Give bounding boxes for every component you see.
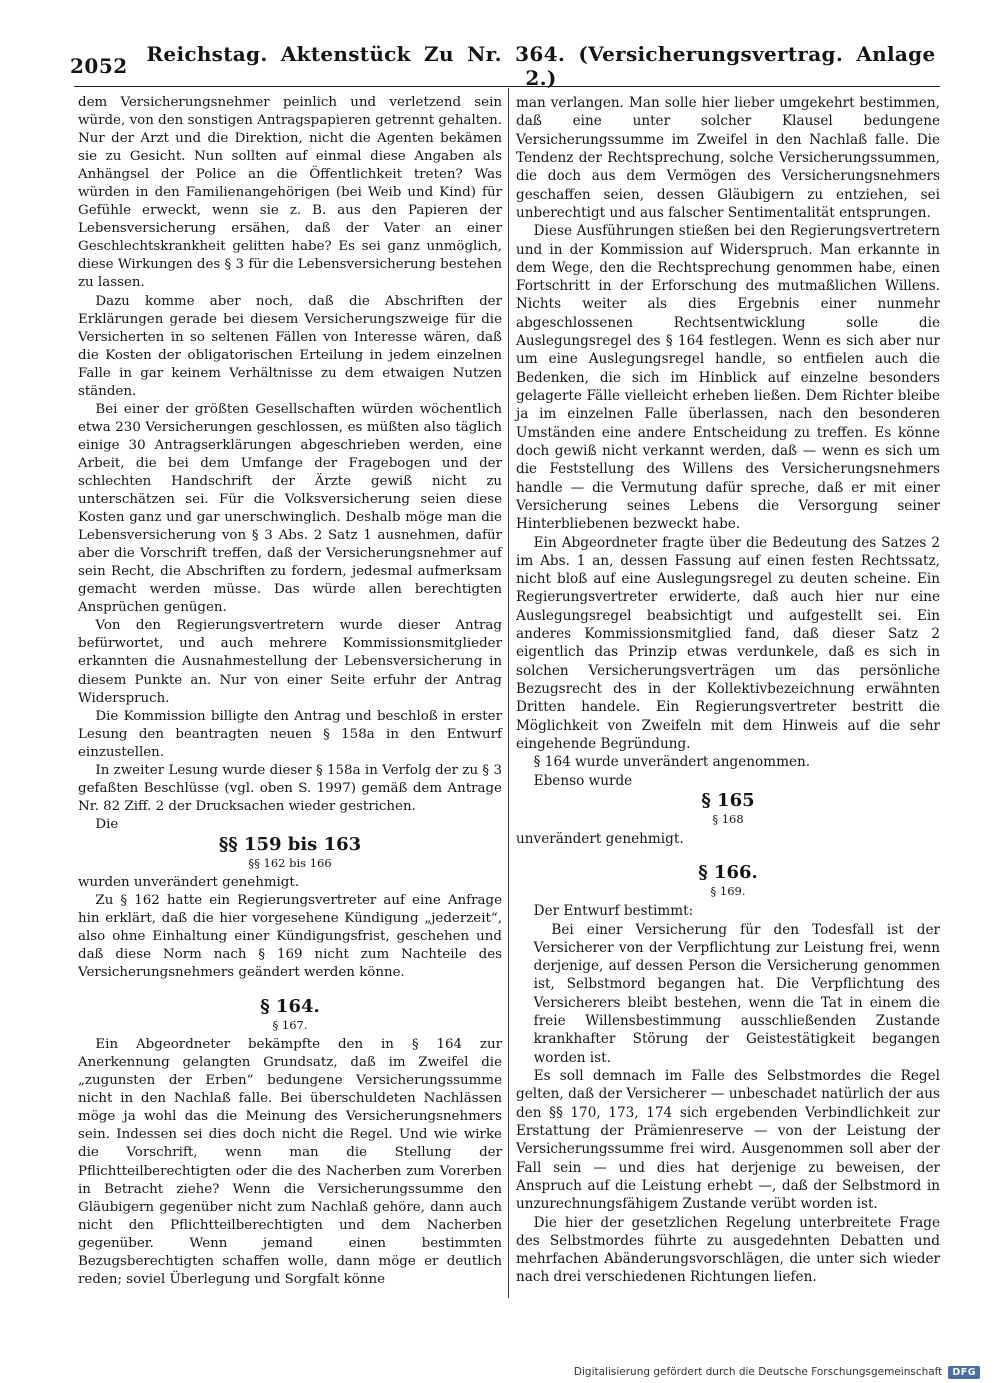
credit-text: Digitalisierung gefördert durch die Deutsche Forschungsgemeinschaft [573, 1366, 943, 1378]
section-subheading: § 167. [272, 1018, 308, 1033]
header-rule [74, 86, 940, 87]
paragraph: Es soll demnach im Falle des Selbstmordes die Regel gelten, daß der Versicherer — unbeschadet natürlich der aus den §§ 170, 173, 174 sich ergebenden Verbindlichkeit zur Erstattung der Prämienreserve — von der Leistung der Versicherungssumme frei wird. Ausgenommen soll aber der Fall sein — und dies hat derjenige zu beweisen, der Anspruch auf die Leistung erhebt —, daß der Selbstmord in unzurechnungsfähigem Zustande verübt worden ist. [516, 1068, 940, 1213]
running-title: Reichstag. Aktenstück Zu Nr. 364. (Versicherungsvertrag. Anlage 2.) [146, 42, 936, 90]
section-heading: § 166. [698, 862, 758, 884]
left-column [78, 94, 502, 1289]
paragraph: Von den Regierungsvertretern wurde dieser Antrag befürwortet, und auch mehrere Kommissionsmitglieder erkannten die Ausnahmestellung der Lebensversicherung in diesem Punkte an. Nur von einer Seite erfuhr der Antrag Widerspruch. [78, 618, 502, 706]
paragraph: Dazu komme aber noch, daß die Abschriften der Erklärungen gerade bei diesem Versicherungszweige für die Versicherten in so seltenen Fällen von Interesse wären, daß die Kosten der obligatorischen Erteilung in jedem einzelnen Falle in gar keinem Verhältnisse zu dem etwaigen Nutzen ständen. [78, 293, 502, 399]
section-heading: §§ 159 bis 163 [218, 833, 362, 855]
paragraph: man verlangen. Man solle hier lieber umgekehrt bestimmen, daß eine unter solcher Klausel bedungene Versicherungssumme im Zweifel in den Nachlaß falle. Die Tendenz der Rechtsprechung, solche Versicherungssummen, die doch aus dem Vermögen des Versicherungsnehmers geschaffen seien, dessen Gläubigern zu entziehen, sei unberechtigt und aus falscher Sentimentalität entsprungen. [516, 95, 940, 221]
paragraph: Ein Abgeordneter bekämpfte den in § 164 zur Anerkennung gelangten Grundsatz, daß im Zweifel die „zugunsten der Erben“ bedungene Versicherungssumme nicht in den Nachlaß falle. Bei überschuldeten Nachlässen möge ja wohl das die Meinung des Versicherungsnehmers sein. Indessen sei dies doch nicht die Regel. Und wie wirke die Vorschrift, wenn man die Stellung der Pflichtteilberechtigten oder die des Nacherben zum Vorerben in Betracht ziehe? Wenn die Versicherungssumme den Gläubigern gegenüber nicht zum Nachlaß gehöre, dann auch nicht den Pflichtteilberechtigten und dem Nacherben gegenüber. Wenn jemand einen bestimmten Bezugsberechtigten schaffen wolle, dann möge er deutlich reden; soviel Überlegung und Sorgfalt könne [78, 1037, 502, 1287]
paragraph: Ein Abgeordneter fragte über die Bedeutung des Satzes 2 im Abs. 1 an, dessen Fassung auf einen festen Rechtssatz, nicht bloß auf eine Auslegungsregel zu deuten scheine. Ein Regierungsvertreter erwiderte, daß auch hier nur eine Auslegungsregel beabsichtigt und aufgestellt sei. Ein anderes Kommissionsmitglied fand, daß dieser Satz 2 eigentlich das Prinzip etwas verdunkele, daß es sich in solchen Versicherungsverträgen um das persönliche Bezugsrecht des in der Kollektivbezeichnung erwähnten Dritten handele. Ein Regierungsvertreter bestritt die Möglichkeit von Zweifeln mit dem Hinweis auf die sehr eingehende Begründung. [516, 534, 940, 752]
paragraph: In zweiter Lesung wurde dieser § 158a in Verfolg der zu § 3 gefaßten Beschlüsse (vgl. oben S. 1997) gemäß dem Antrage Nr. 82 Ziff. 2 der Drucksachen wieder gestrichen. [78, 762, 502, 814]
right-column [516, 94, 940, 1287]
section-heading: § 164. [260, 996, 320, 1018]
digitization-credit [574, 1364, 980, 1380]
paragraph: dem Versicherungsnehmer peinlich und verletzend sein würde, von den sonstigen Antragspapieren getrennt gehalten. Nur der Arzt und die Direktion, nicht die Agenten bekämen sie zu Gesicht. Nun sollten auf einmal diese Angaben als Anhängsel der Police an die Öffentlichkeit treten? Was würden in den Familienangehörigen (bei Weib und Kind) für Gefühle erweckt, wenn sie z. B. aus den Papieren der Lebensversicherung ersähen, daß der Vater an einer Geschlechtskrankheit gelitten habe? Es sei ganz unmöglich, diese Wirkungen des § 3 für die Lebensversicherung bestehen zu lassen. [78, 95, 502, 291]
section-subheading: § 169. [710, 884, 746, 899]
section-subheading: §§ 162 bis 166 [248, 855, 332, 870]
paragraph: Ebenso wurde [533, 772, 633, 789]
paragraph: Der Entwurf bestimmt: [533, 903, 694, 920]
paragraph: Zu § 162 hatte ein Regierungsvertreter auf eine Anfrage hin erklärt, daß die hier vorgesehene Kündigung „jederzeit“, also ohne Einhaltung einer Kündigungsfrist, geschehen und daß diese Norm nach § 169 nicht zum Nachteile des Versicherungsnehmers geändert werden könne. [78, 892, 502, 981]
dfg-logo-icon: DFG [948, 1366, 980, 1379]
paragraph: unverändert genehmigt. [516, 830, 684, 847]
paragraph: § 164 wurde unverändert angenommen. [533, 754, 811, 771]
paragraph: Bei einer der größten Gesellschaften würden wöchentlich etwa 230 Versicherungen geschlossen, es müßten also täglich einige 30 Antragserklärungen abgeschrieben werden, eine Arbeit, die bei dem Umfange der Fragebogen und der schlechten Handschrift der Ärzte gewiß nicht zu unterschätzen sei. Für die Volksversicherung seien diese Kosten ganz und gar unerschwinglich. Deshalb möge man die Lebensversicherung von § 3 Abs. 2 Satz 1 ausnehmen, dafür aber die Vorschrift treffen, daß der Versicherungsnehmer auf sein Recht, die Abschriften zu fordern, jedesmal aufmerksam gemacht werden müsse. Das würde allen berechtigten Ansprüchen genügen. [78, 401, 502, 616]
quote-paragraph: Bei einer Versicherung für den Todesfall ist der Versicherer von der Verpflichtung zur Leistung frei, wenn derjenige, auf dessen Person die Versicherung genommen ist, Selbstmord begangen hat. Die Verpflichtung des Versicherers bleibt bestehen, wenn die Tat in einem die freie Willensbestimmung ausschließenden Zustande krankhafter Störung der Geistestätigkeit begangen worden ist. [533, 921, 940, 1066]
paragraph: Diese Ausführungen stießen bei den Regierungsvertretern und in der Kommission auf Widerspruch. Man erkannte in dem Wege, den die Rechtsprechung genommen habe, einen Fortschritt in der Erforschung des mutmaßlichen Willens. Nichts weiter als dies Ergebnis einer nunmehr abgeschlossenen Rechtsentwicklung solle die Auslegungsregel des § 164 festlegen. Wenn es sich aber nur um eine Auslegungsregel handle, so entfielen auch die Bedenken, die sich im Hinblick auf einzelne besonders gelagerte Fälle vielleicht erheben ließen. Dem Richter bleibe ja im einzelnen Falle überlassen, nach den besonderen Umständen eine andere Entscheidung zu treffen. Es könne doch gewiß nicht verkannt werden, daß — wenn es sich um die Feststellung des Willens des Versicherungsnehmers handle — die Vermutung dafür spreche, daß er mit einer Versicherung seines Lebens die Versorgung seiner Hinterbliebenen bezweckt habe. [516, 223, 940, 533]
column-divider [508, 88, 509, 1298]
paragraph: Die [95, 816, 119, 832]
quoted-draft-text [534, 921, 940, 1068]
page-header [70, 42, 942, 90]
section-heading: § 165 [701, 789, 755, 811]
paragraph: wurden unverändert genehmigt. [78, 874, 300, 890]
paragraph: Die Kommission billigte den Antrag und beschloß in erster Lesung den beantragten neuen § 158a in den Entwurf einzustellen. [78, 708, 502, 760]
paragraph: Die hier der gesetzlichen Regelung unterbreitete Frage des Selbstmordes führte zu ausgedehnten Debatten und mehrfachen Abänderungsvorschlägen, die unter sich wieder nach drei verschiedenen Richtungen liefen. [516, 1214, 940, 1286]
page-number: 2052 [70, 54, 128, 78]
section-subheading: § 168 [712, 811, 744, 826]
